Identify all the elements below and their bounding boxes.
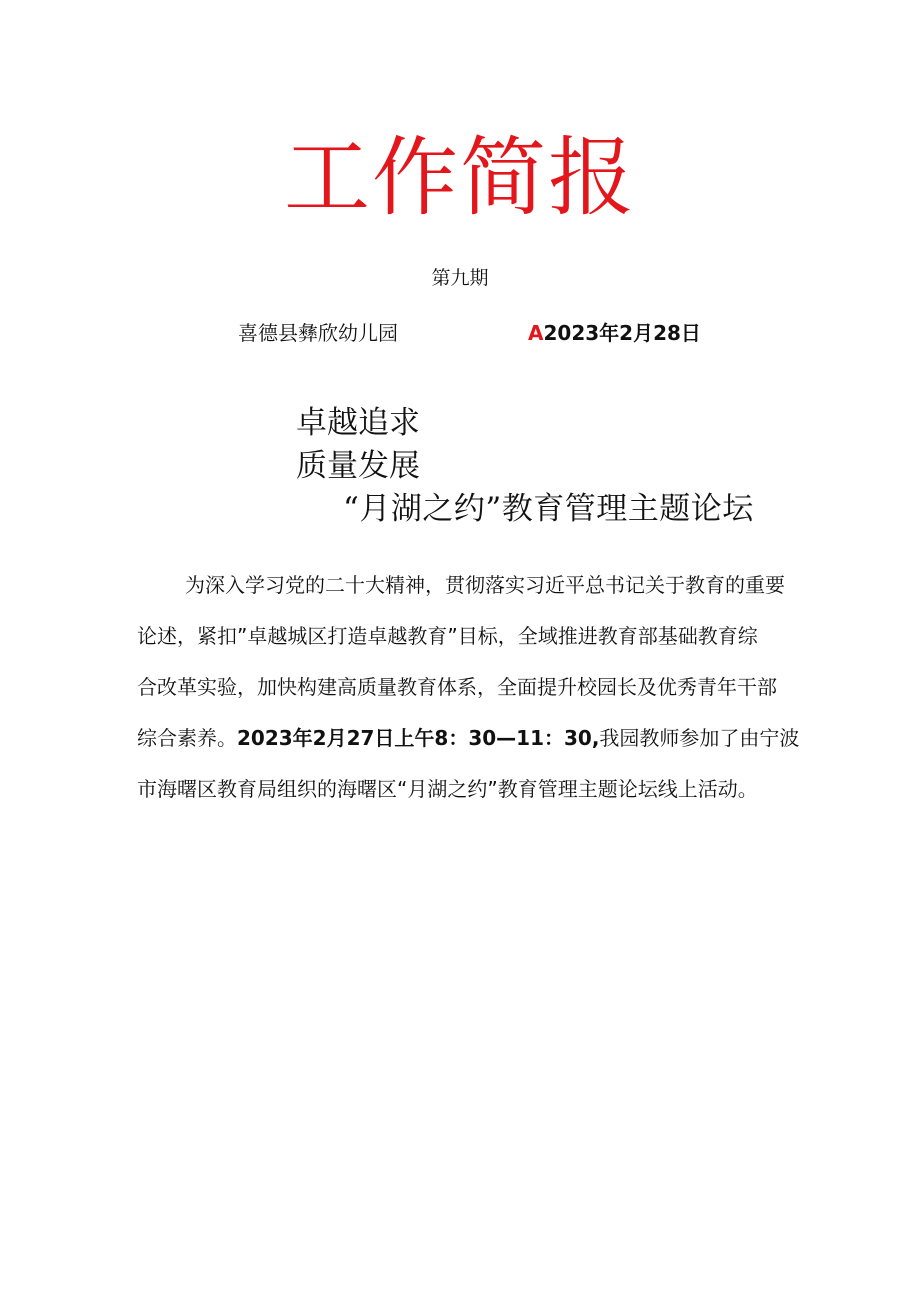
body-line-4-start: 综合素养。 xyxy=(137,726,237,750)
body-line-5: 市海曙区教育局组织的海曙区“月湖之约”教育管理主题论坛线上活动。 xyxy=(137,777,758,801)
headline-line-1: 卓越追求 xyxy=(296,405,420,441)
body-line-1: 为深入学习党的二十大精神，贯彻落实习近平总书记关于教育的重要 xyxy=(185,573,785,597)
masthead-title: 工作简报 xyxy=(284,128,636,228)
date-prefix-mark: A xyxy=(528,321,544,345)
body-line-2: 论述，紧扣”卓越城区打造卓越教育”目标，全域推进教育部基础教育综 xyxy=(137,624,758,648)
issue-date xyxy=(528,319,701,347)
date-value: 2023年2月28日 xyxy=(543,321,701,345)
body-line-4 xyxy=(137,713,800,764)
body-line-3: 合改革实验，加快构建高质量教育体系，全面提升校园长及优秀青年干部 xyxy=(137,675,777,699)
headline-line-3: “月湖之约”教育管理主题论坛 xyxy=(343,491,754,527)
body-line-4-datetime: 2023年2月27日上午8：30—11：30, xyxy=(237,726,600,750)
headline-line-2: 质量发展 xyxy=(296,448,420,484)
issue-number: 第九期 xyxy=(431,267,489,289)
body-line-4-end: 我园教师参加了由宁波 xyxy=(599,726,800,750)
organization-name: 喜德县彝欣幼儿园 xyxy=(238,321,398,345)
body-paragraph xyxy=(137,560,800,815)
